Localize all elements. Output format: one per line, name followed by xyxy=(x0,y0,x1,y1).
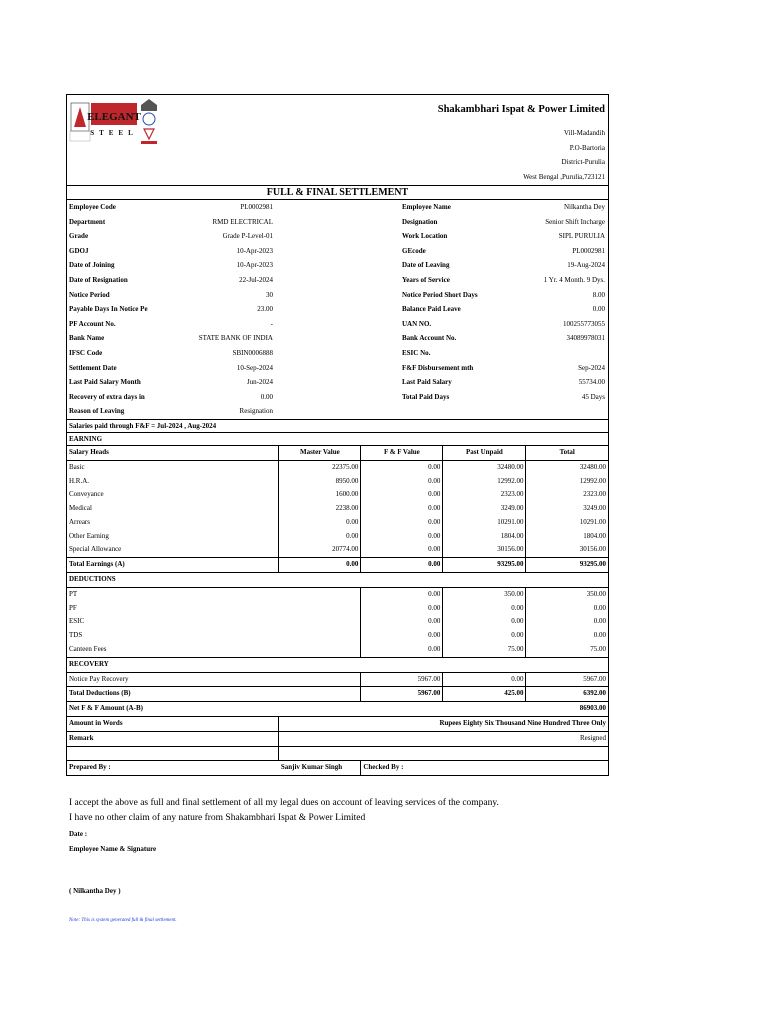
info-row xyxy=(67,346,608,361)
deductions-section-row xyxy=(67,573,608,588)
info-row xyxy=(67,404,608,419)
info-label-right: Employee Name xyxy=(402,203,451,211)
earning-row xyxy=(67,475,608,489)
deduction-head: ESIC xyxy=(69,617,85,626)
table-cell: 3249.00 xyxy=(526,502,608,516)
info-value-right: Sep-2024 xyxy=(578,363,605,372)
table-cell: 93295.00 xyxy=(526,558,608,573)
earning-row xyxy=(67,488,608,502)
info-value-right: 45 Days xyxy=(581,392,605,401)
info-value-right: SIPL PURULIA xyxy=(558,232,605,241)
section-title: RECOVERY xyxy=(67,657,608,672)
company-logo xyxy=(69,97,159,149)
salary-head: Other Earning xyxy=(69,531,109,540)
info-row xyxy=(67,273,608,288)
svg-text:STEEL: STEEL xyxy=(90,129,138,137)
table-cell: 425.00 xyxy=(443,687,526,702)
info-label: IFSC Code xyxy=(69,348,103,357)
info-value-right: 1 Yr. 4 Month. 9 Dys. xyxy=(543,275,605,284)
info-value: - xyxy=(270,319,273,328)
info-value: STATE BANK OF INDIA xyxy=(198,334,273,343)
remark-row xyxy=(67,731,608,746)
info-value-right: 100255773055 xyxy=(563,319,605,328)
salaries-paid-note: Salaries paid through F&F = Jul-2024 , Aug-2024 xyxy=(67,419,608,432)
info-label: Employee Code xyxy=(69,203,116,211)
earning-row xyxy=(67,530,608,544)
info-label-right: F&F Disbursement mth xyxy=(402,363,474,372)
header-master-value: Master Value xyxy=(279,445,361,460)
table-cell: 0.00 xyxy=(361,460,443,474)
info-row xyxy=(67,302,608,317)
info-row xyxy=(67,317,608,332)
info-label: Date of Joining xyxy=(69,261,115,270)
info-value: 10-Apr-2023 xyxy=(236,261,273,270)
info-label: Payable Days In Notice Pe xyxy=(69,305,148,314)
amount-words-label: Amount in Words xyxy=(67,717,279,732)
salary-head: Medical xyxy=(69,504,92,513)
deduction-row xyxy=(67,615,608,629)
info-label: Last Paid Salary Month xyxy=(69,378,141,387)
info-label-right: Last Paid Salary xyxy=(402,378,452,387)
table-cell: 5967.00 xyxy=(361,672,443,687)
table-cell: 93295.00 xyxy=(443,558,526,573)
table-cell: 2323.00 xyxy=(526,488,608,502)
recovery-row xyxy=(67,672,608,687)
info-label-right: ESIC No. xyxy=(402,348,431,357)
logo-brand-text: ELEGANT xyxy=(87,111,141,123)
table-cell: 3249.00 xyxy=(443,502,526,516)
info-label: Date of Resignation xyxy=(69,275,128,284)
info-label-right: Years of Service xyxy=(402,275,450,284)
info-label-right: Notice Period Short Days xyxy=(402,290,478,299)
address-line-3: District-Purulia xyxy=(561,158,605,166)
info-value-right: PL0002981 xyxy=(572,246,605,255)
header-salary-heads: Salary Heads xyxy=(67,445,279,460)
earning-row xyxy=(67,460,608,474)
table-cell: 0.00 xyxy=(279,530,361,544)
table-cell: 0.00 xyxy=(361,587,443,601)
info-row xyxy=(67,244,608,259)
info-label: Bank Name xyxy=(69,334,105,343)
info-value: 10-Sep-2024 xyxy=(236,363,273,372)
signature-name: ( Nilkantha Dey ) xyxy=(69,887,121,895)
document-header xyxy=(67,95,608,186)
info-row xyxy=(67,361,608,376)
salary-head: Conveyance xyxy=(69,490,104,499)
info-label: Notice Period xyxy=(69,290,110,299)
salary-head: Special Allowance xyxy=(69,545,122,554)
table-cell: 0.00 xyxy=(361,615,443,629)
table-cell: 0.00 xyxy=(361,502,443,516)
table-cell: 75.00 xyxy=(443,643,526,657)
address-line-2: P.O-Bartoria xyxy=(569,144,605,152)
table-cell: 5967.00 xyxy=(526,672,608,687)
info-label: Settlement Date xyxy=(69,363,117,372)
table-cell: 0.00 xyxy=(279,558,361,573)
info-value-right: 34089978031 xyxy=(566,334,605,343)
deduction-row xyxy=(67,602,608,616)
info-value: Resignation xyxy=(239,407,273,416)
table-cell: 0.00 xyxy=(526,615,608,629)
total-deductions-row xyxy=(67,687,608,702)
signoff-row xyxy=(67,761,608,775)
header-ff-value: F & F Value xyxy=(361,445,443,460)
info-value-right: 19-Aug-2024 xyxy=(567,261,605,270)
earning-total-row xyxy=(67,558,608,573)
info-value: 0.00 xyxy=(260,392,273,401)
table-cell: 1804.00 xyxy=(443,530,526,544)
table-cell: 0.00 xyxy=(361,516,443,530)
net-value: 86903.00 xyxy=(526,702,608,717)
recovery-head: Notice Pay Recovery xyxy=(69,674,129,683)
table-cell: 22375.00 xyxy=(279,460,361,474)
info-row xyxy=(67,375,608,390)
amount-words-row xyxy=(67,717,608,732)
table-cell: 0.00 xyxy=(361,475,443,489)
deduction-head: PF xyxy=(69,603,77,612)
table-cell: 75.00 xyxy=(526,643,608,657)
info-value: Grade P-Level-01 xyxy=(222,232,273,241)
info-label: Recovery of extra days in xyxy=(69,392,145,401)
table-cell: 0.00 xyxy=(361,602,443,616)
deduction-head: Canteen Fees xyxy=(69,645,107,654)
info-label-right: Date of Leaving xyxy=(402,261,450,270)
info-value: SBIN0006888 xyxy=(232,348,273,357)
info-value: PL0002981 xyxy=(240,203,273,211)
info-label-right: Designation xyxy=(402,217,438,226)
salary-head: Basic xyxy=(69,462,85,471)
total-label: Total Earnings (A) xyxy=(67,558,279,573)
table-cell: 1804.00 xyxy=(526,530,608,544)
header-total: Total xyxy=(526,445,608,460)
table-cell: 2323.00 xyxy=(443,488,526,502)
remark-value: Resigned xyxy=(279,731,608,746)
table-cell: 0.00 xyxy=(361,558,443,573)
checked-by-name xyxy=(443,761,608,775)
table-cell: 32480.00 xyxy=(443,460,526,474)
table-cell: 0.00 xyxy=(361,543,443,557)
info-row xyxy=(67,215,608,230)
address-line-1: Vill-Madandih xyxy=(563,129,605,137)
info-value: 23.00 xyxy=(257,305,273,314)
info-value-right: 8.00 xyxy=(592,290,605,299)
earning-row xyxy=(67,502,608,516)
table-cell: 0.00 xyxy=(443,629,526,643)
table-cell: 2238.00 xyxy=(279,502,361,516)
info-row xyxy=(67,390,608,405)
info-value: RMD ELECTRICAL xyxy=(212,217,273,226)
deduction-row xyxy=(67,643,608,657)
recovery-section-row xyxy=(67,657,608,672)
info-label: Department xyxy=(69,217,106,226)
table-cell: 12992.00 xyxy=(443,475,526,489)
info-value: 30 xyxy=(266,290,273,299)
remark-label: Remark xyxy=(67,731,279,746)
table-cell: 350.00 xyxy=(443,587,526,601)
date-label: Date : xyxy=(69,830,88,838)
header-past-unpaid: Past Unpaid xyxy=(443,445,526,460)
table-cell: 0.00 xyxy=(361,643,443,657)
blank-row xyxy=(67,746,608,761)
table-cell: 350.00 xyxy=(526,587,608,601)
earning-header-row xyxy=(67,445,608,460)
table-cell: 0.00 xyxy=(526,629,608,643)
table-cell: 30156.00 xyxy=(526,543,608,557)
prepared-by-label: Prepared By : xyxy=(67,761,279,775)
table-cell: 10291.00 xyxy=(526,516,608,530)
company-name: Shakambhari Ispat & Power Limited xyxy=(437,104,605,115)
prepared-by-name: Sanjiv Kumar Singh xyxy=(279,761,361,775)
info-value: 10-Apr-2023 xyxy=(236,246,273,255)
info-row xyxy=(67,229,608,244)
info-label-right: Work Location xyxy=(402,232,448,241)
table-cell: 0.00 xyxy=(443,602,526,616)
table-cell: 30156.00 xyxy=(443,543,526,557)
table-cell: 0.00 xyxy=(526,602,608,616)
info-label-right: GEcode xyxy=(402,246,426,255)
table-cell: 20774.00 xyxy=(279,543,361,557)
total-label: Total Deductions (B) xyxy=(67,687,361,702)
net-amount-row xyxy=(67,702,608,717)
info-label-right: Total Paid Days xyxy=(402,392,450,401)
address-line-4: West Bengal ,Purulia,723121 xyxy=(523,173,605,181)
deduction-head: TDS xyxy=(69,631,83,640)
table-cell: 6392.00 xyxy=(526,687,608,702)
table-cell: 12992.00 xyxy=(526,475,608,489)
info-value: 22-Jul-2024 xyxy=(239,275,273,284)
salary-head: H.R.A. xyxy=(69,476,90,485)
net-label: Net F & F Amount (A-B) xyxy=(67,702,526,717)
employee-info xyxy=(67,200,608,419)
info-row xyxy=(67,200,608,215)
info-value-right: 0.00 xyxy=(592,305,605,314)
deduction-row xyxy=(67,629,608,643)
blank-cell xyxy=(279,746,608,761)
settlement-sheet xyxy=(66,94,609,776)
info-value-right: Nilkantha Dey xyxy=(563,203,605,211)
table-cell: 0.00 xyxy=(361,530,443,544)
document-title: FULL & FINAL SETTLEMENT xyxy=(67,186,608,200)
info-label-right: UAN NO. xyxy=(402,319,432,328)
deduction-head: PT xyxy=(69,589,78,598)
info-label-right: Balance Paid Leave xyxy=(402,305,461,314)
info-label: GDOJ xyxy=(69,246,89,255)
table-cell: 0.00 xyxy=(443,672,526,687)
table-cell: 0.00 xyxy=(361,488,443,502)
system-note: Note: This is system generated full & final settlement. xyxy=(69,918,177,923)
info-label: PF Account No. xyxy=(69,319,116,328)
earning-section-title: EARNING xyxy=(67,432,608,445)
info-row xyxy=(67,288,608,303)
table-cell: 0.00 xyxy=(443,615,526,629)
salary-head: Arrears xyxy=(69,517,90,526)
info-value-right: Senior Shift Incharge xyxy=(545,217,605,226)
table-cell: 8950.00 xyxy=(279,475,361,489)
signature-label: Employee Name & Signature xyxy=(69,845,157,853)
info-label-right: Bank Account No. xyxy=(402,334,457,343)
amount-words-value: Rupees Eighty Six Thousand Nine Hundred Three Only xyxy=(279,717,608,732)
info-value-right: 55734.00 xyxy=(578,378,605,387)
table-cell: 0.00 xyxy=(361,629,443,643)
info-value: Jun-2024 xyxy=(246,378,273,387)
table-cell: 1600.00 xyxy=(279,488,361,502)
table-cell: 10291.00 xyxy=(443,516,526,530)
blank-cell xyxy=(67,746,279,761)
earning-row xyxy=(67,516,608,530)
deduction-row xyxy=(67,587,608,601)
table-cell: 32480.00 xyxy=(526,460,608,474)
declaration-line-1: I accept the above as full and final settlement of all my legal dues on account of leaving services of the company. xyxy=(69,798,499,808)
table-cell: 5967.00 xyxy=(361,687,443,702)
section-title: DEDUCTIONS xyxy=(67,573,608,588)
checked-by-label: Checked By : xyxy=(361,761,443,775)
info-row xyxy=(67,258,608,273)
info-label: Reason of Leaving xyxy=(69,407,125,416)
declaration-line-2: I have no other claim of any nature from Shakambhari Ispat & Power Limited xyxy=(69,813,366,823)
settlement-table xyxy=(67,445,608,775)
earning-row xyxy=(67,543,608,557)
table-cell: 0.00 xyxy=(279,516,361,530)
info-label: Grade xyxy=(69,232,89,241)
info-row xyxy=(67,331,608,346)
